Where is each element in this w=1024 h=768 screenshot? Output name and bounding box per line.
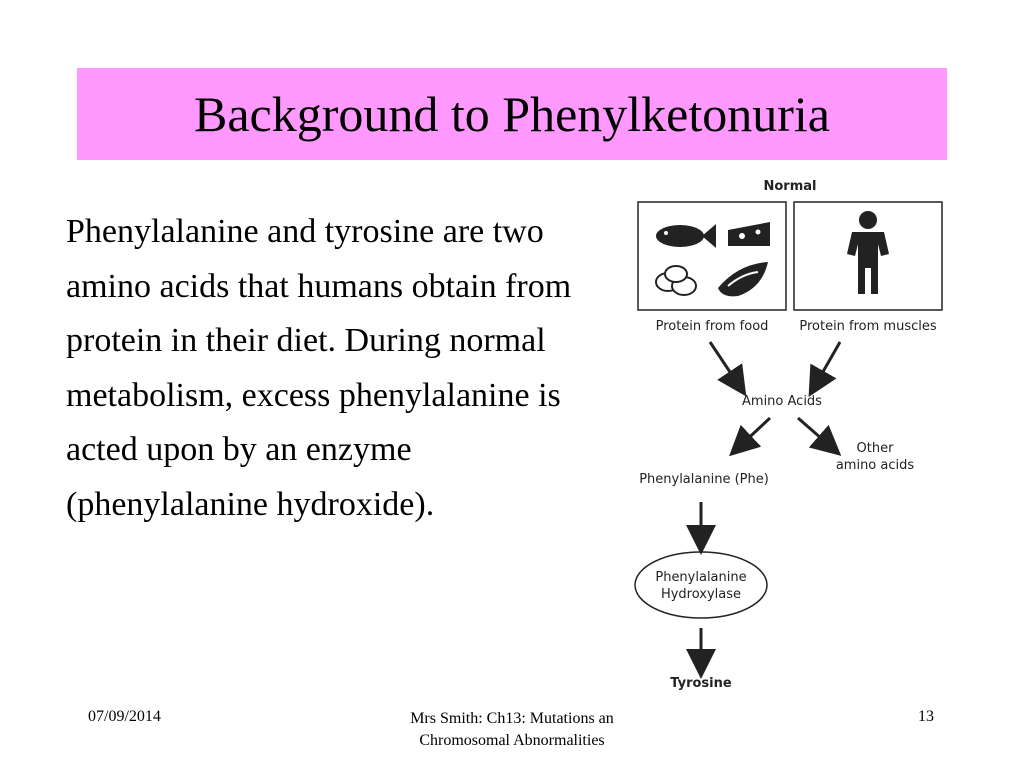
other-label-line1: Other xyxy=(856,441,894,456)
enzyme-label-line1: Phenylalanine xyxy=(655,570,747,585)
phe-arrow xyxy=(740,418,770,446)
tyrosine-label: Tyrosine xyxy=(670,676,732,691)
enzyme-ellipse xyxy=(635,552,767,618)
footer-center-line1: Mrs Smith: Ch13: Mutations an xyxy=(410,710,614,727)
body-paragraph: Phenylalanine and tyrosine are two amino acids that humans obtain from protein in their diet. During normal metabolism, excess phenylalanine is acted upon by an enzyme (phenylalanine hydroxide). xyxy=(66,213,572,523)
slide-title: Background to Phenylketonuria xyxy=(194,86,830,142)
page-number: 13 xyxy=(918,708,934,725)
eggs-icon xyxy=(656,266,696,295)
enzyme-label-line2: Hydroxylase xyxy=(660,587,742,602)
food-arrow xyxy=(710,342,738,384)
diagram-heading: Normal xyxy=(763,179,817,194)
other-arrow xyxy=(798,418,830,446)
footer-center-line2: Chromosomal Abnormalities xyxy=(419,732,605,749)
food-box xyxy=(638,202,786,310)
fish-icon xyxy=(656,224,716,248)
person-icon xyxy=(847,211,889,294)
phe-label: Phenylalanine (Phe) xyxy=(639,472,769,487)
title-banner xyxy=(77,68,947,160)
footer-center xyxy=(362,708,662,752)
muscle-arrow xyxy=(816,342,840,384)
meat-icon xyxy=(718,262,768,296)
cheese-icon xyxy=(728,222,770,246)
metabolism-diagram xyxy=(610,170,950,700)
muscle-label: Protein from muscles xyxy=(799,319,937,334)
footer-date: 07/09/2014 xyxy=(88,708,161,725)
amino-acids-label: Amino Acids xyxy=(742,394,822,409)
muscle-box xyxy=(794,202,942,310)
other-label-line2: amino acids xyxy=(835,458,915,473)
food-label: Protein from food xyxy=(655,319,769,334)
